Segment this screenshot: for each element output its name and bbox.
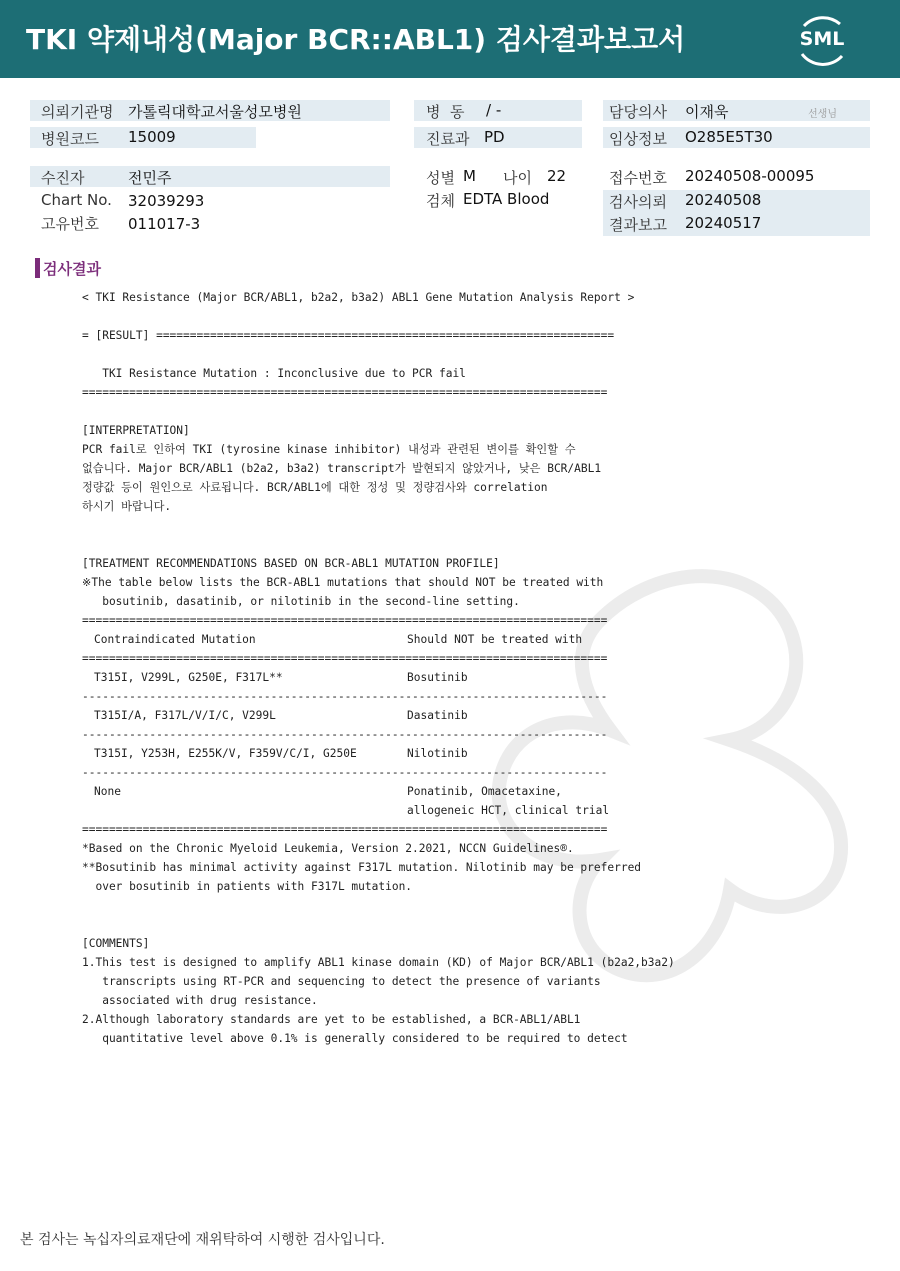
doctor-value: 이재욱 <box>685 103 729 121</box>
drug-cell: Bosutinib <box>407 671 468 684</box>
receipt-value: 20240508-00095 <box>685 167 815 185</box>
treatment-title: [TREATMENT RECOMMENDATIONS BASED ON BCR-ABL1 MUTATION PROFILE] <box>82 557 500 570</box>
divider: ============================================================================== <box>82 652 608 665</box>
interpretation-line: 없습니다. Major BCR/ABL1 (b2a2, b3a2) transcript가 발현되지 않았거나, 낮은 BCR/ABL1 <box>82 462 602 475</box>
report-heading: < TKI Resistance (Major BCR/ABL1, b2a2, b3a2) ABL1 Gene Mutation Analysis Report > <box>82 291 635 304</box>
row-divider: ------------------------------------------------------------------------------ <box>82 690 608 703</box>
divider: ============================================================================== <box>82 614 608 627</box>
clinical-label: 임상정보 <box>609 130 667 148</box>
patient-label: 수진자 <box>41 169 85 187</box>
chart-value: 32039293 <box>128 192 205 210</box>
table-row-continued <box>82 801 702 820</box>
interpretation-line: PCR fail로 인하여 TKI (tyrosine kinase inhibitor) 내성과 관련된 변이를 확인할 수 <box>82 443 576 456</box>
report-date-label: 결과보고 <box>609 216 667 234</box>
chart-label: Chart No. <box>41 191 112 209</box>
footnote: **Bosutinib has minimal activity against F317L mutation. Nilotinib may be preferred <box>82 861 642 874</box>
table-row <box>82 744 702 763</box>
col-mutation-header: Contraindicated Mutation <box>94 633 256 646</box>
footnote: over bosutinib in patients with F317L mutation. <box>82 880 413 893</box>
table-row <box>82 706 702 725</box>
divider: ============================================================================== <box>82 823 608 836</box>
request-label: 검사의뢰 <box>609 193 667 211</box>
dept-label: 진료과 <box>426 130 470 148</box>
specimen-value: EDTA Blood <box>463 190 550 208</box>
specimen-label: 검체 <box>426 192 455 210</box>
receipt-label: 접수번호 <box>609 169 667 187</box>
report-title: TKI 약제내성(Major BCR::ABL1) 검사결과보고서 <box>26 23 686 56</box>
sex-value: M <box>463 167 476 185</box>
drug-cell: allogeneic HCT, clinical trial <box>407 804 610 817</box>
footer-note: 본 검사는 녹십자의료재단에 재위탁하여 시행한 검사입니다. <box>20 1232 385 1248</box>
logo-text: SML <box>799 28 845 50</box>
age-label: 나이 <box>503 169 532 187</box>
row-divider: ------------------------------------------------------------------------------ <box>82 728 608 741</box>
drug-cell: Dasatinib <box>407 709 468 722</box>
report-date-value: 20240517 <box>685 214 762 232</box>
section-marker <box>35 258 40 278</box>
table-row <box>82 782 702 801</box>
report-header <box>0 0 900 78</box>
comment-line: 2.Although laboratory standards are yet to be established, a BCR-ABL1/ABL1 <box>82 1013 581 1026</box>
comment-line: transcripts using RT-PCR and sequencing to detect the presence of variants <box>82 975 601 988</box>
institution-label: 의뢰기관명 <box>41 103 114 121</box>
mutation-cell: T315I/A, F317L/V/I/C, V299L <box>94 709 276 722</box>
sex-label: 성별 <box>426 169 455 187</box>
mutation-cell: T315I, V299L, G250E, F317L** <box>94 671 283 684</box>
unique-value: 011017-3 <box>128 215 201 233</box>
result-divider: = [RESULT] ==================================================================== <box>82 329 615 342</box>
mutation-cell: T315I, Y253H, E255K/V, F359V/C/I, G250E <box>94 747 357 760</box>
row-divider: ------------------------------------------------------------------------------ <box>82 766 608 779</box>
ward-value: / - <box>486 101 502 119</box>
doctor-label: 담당의사 <box>609 103 667 121</box>
hospital-code-value: 15009 <box>128 128 176 146</box>
doctor-suffix: 선생님 <box>808 109 837 120</box>
drug-cell: Nilotinib <box>407 747 468 760</box>
divider: ============================================================================== <box>82 386 608 399</box>
dept-value: PD <box>484 128 505 146</box>
hospital-code-label: 병원코드 <box>41 130 99 148</box>
result-text: TKI Resistance Mutation : Inconclusive due to PCR fail <box>82 367 466 380</box>
age-value: 22 <box>547 167 567 185</box>
comments-title: [COMMENTS] <box>82 937 150 950</box>
treatment-note: bosutinib, dasatinib, or nilotinib in the second-line setting. <box>82 595 520 608</box>
comment-line: quantitative level above 0.1% is generally considered to be required to detect <box>82 1032 628 1045</box>
comment-line: 1.This test is designed to amplify ABL1 kinase domain (KD) of Major BCR/ABL1 (b2a2,b3a2) <box>82 956 675 969</box>
comment-line: associated with drug resistance. <box>82 994 318 1007</box>
table-header <box>82 630 702 649</box>
request-value: 20240508 <box>685 191 762 209</box>
section-title: 검사결과 <box>43 260 101 278</box>
footnote: *Based on the Chronic Myeloid Leukemia, Version 2.2021, NCCN Guidelines®. <box>82 842 574 855</box>
ward-label: 병 동 <box>426 103 465 121</box>
treatment-note: ※The table below lists the BCR-ABL1 mutations that should NOT be treated with <box>82 576 604 589</box>
patient-value: 전민주 <box>128 169 172 187</box>
report-body <box>82 288 702 1048</box>
drug-cell: Ponatinib, Omacetaxine, <box>407 785 562 798</box>
interpretation-title: [INTERPRETATION] <box>82 424 190 437</box>
clinical-value: O285E5T30 <box>685 128 773 146</box>
mutation-cell: None <box>94 785 121 798</box>
interpretation-line: 하시기 바랍니다. <box>82 500 172 513</box>
institution-value: 가톨릭대학교서울성모병원 <box>128 103 302 121</box>
unique-label: 고유번호 <box>41 215 99 233</box>
interpretation-line: 정량값 등이 원인으로 사료됩니다. BCR/ABL1에 대한 정성 및 정량검사와 correlation <box>82 481 548 494</box>
col-drug-header: Should NOT be treated with <box>407 633 583 646</box>
sml-logo <box>790 8 854 72</box>
table-row <box>82 668 702 687</box>
